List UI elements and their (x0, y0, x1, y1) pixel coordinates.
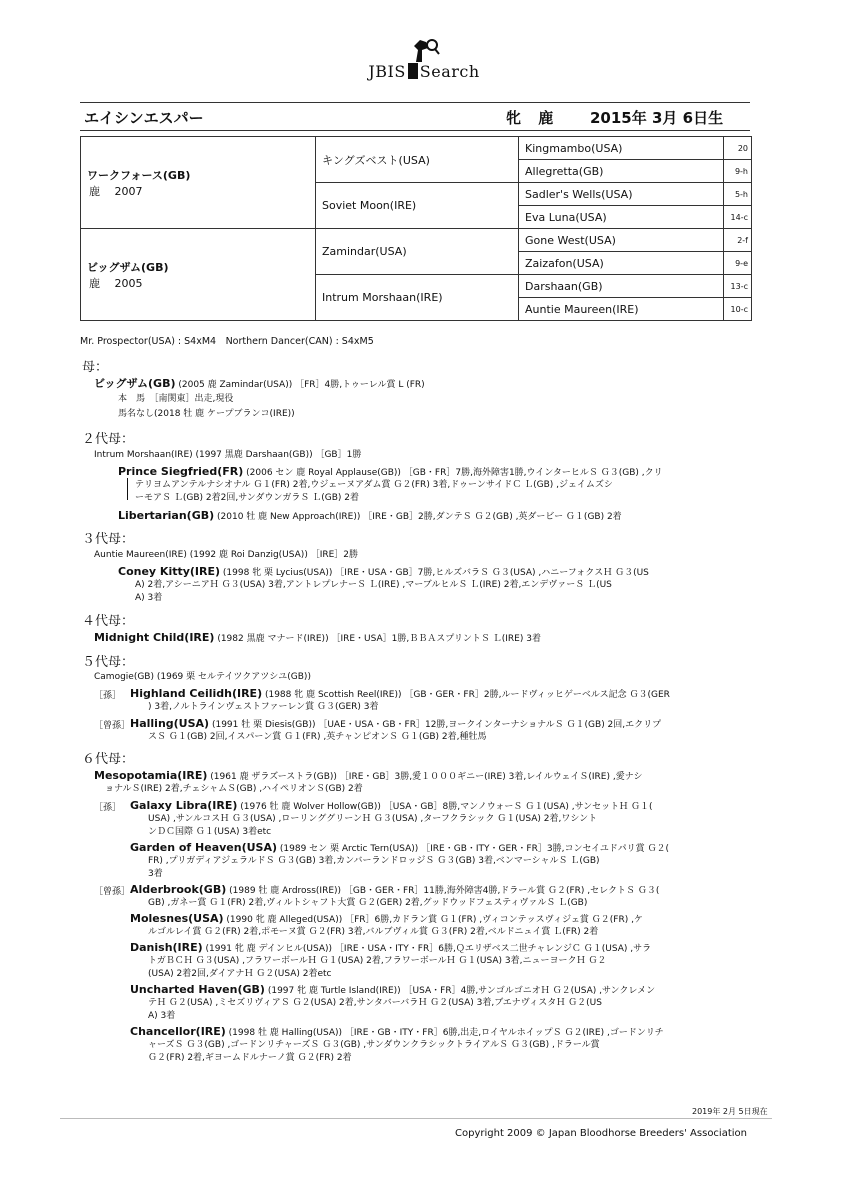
jbis-logo (0, 62, 848, 81)
line-text: (2006 セン 鹿 Royal Applause(GB)) ［GB・FR］7勝,海外障害1勝,ウインターヒルＳ Ｇ３(GB) ,クリ (246, 468, 663, 478)
footer-rule (60, 1118, 772, 1119)
pedigree-table (80, 136, 752, 321)
inbreeding-note: Mr. Prospector(USA) : S4xM4 Northern Dancer(CAN) : S4xM5 (80, 336, 374, 347)
family-line (94, 378, 425, 391)
pedigree-dam (81, 229, 316, 321)
line-text: (1961 鹿 ザラズーストラ(GB)) ［IRE・GB］3勝,愛１０００ギニー(IRE) 3着,レイルウェイＳ(IRE) ,愛ナシ (210, 772, 643, 782)
line-text: (1989 牡 鹿 Ardross(IRE)) ［GB・GER・FR］11勝,海外障害4勝,ドラール賞 Ｇ２(FR) ,セレクトＳ Ｇ３( (229, 886, 660, 896)
logo-text-right: Search (419, 62, 480, 81)
pedigree-sire-sire: キングズベスト(USA) (316, 137, 519, 183)
family-line: トガＢＣＨ Ｇ３(USA) ,フラワーボールＨ Ｇ１(USA) 2着,フラワーボールＨ Ｇ１(USA) 3着,ニューヨークＨ Ｇ２ (148, 956, 607, 966)
pedigree-g3-name: Gone West(USA) (519, 229, 724, 252)
horse-sex-color: 牝 鹿 (506, 109, 560, 127)
horse-name-bold: Coney Kitty(IRE) (118, 565, 221, 578)
pedigree-g3-code: 2-f (724, 229, 752, 252)
dam-info: 鹿 2005 (89, 276, 143, 290)
line-text: (1991 牡 栗 Diesis(GB)) ［UAE・USA・GB・FR］12勝,ヨークインターナショナルＳ Ｇ１(GB) 2回,エクリプ (211, 720, 662, 730)
sibling-bar (127, 478, 128, 500)
family-line: Camogie(GB) (1969 栗 セルテイツクアツシユ(GB)) (94, 672, 311, 682)
horse-logo-icon (410, 36, 440, 64)
pedigree-g3-code: 9-h (724, 160, 752, 183)
family-line (130, 913, 643, 926)
pedigree-g3-name: Kingmambo(USA) (519, 137, 724, 160)
family-line: ンＤＣ国際 Ｇ１(USA) 3着etc (148, 827, 272, 837)
family-line: ャーズＳ Ｇ３(GB) ,ゴードンリチャーズＳ Ｇ３(GB) ,サンダウンクラシックトライアルＳ Ｇ３(GB) ,ドラール賞 (148, 1040, 600, 1050)
family-line: Intrum Morshaan(IRE) (1997 黒鹿 Darshaan(GB)) ［GB］1勝 (94, 450, 362, 460)
dam-name: ビッグザム(GB) (87, 260, 169, 274)
horse-name-bold: Alderbrook(GB) (130, 883, 227, 896)
horse-name-bold: Libertarian(GB) (118, 509, 215, 522)
horse-name-bold: ビッグザム(GB) (94, 377, 176, 390)
horse-name-bold: Garden of Heaven(USA) (130, 841, 278, 854)
horse-birthdate: 2015年 3月 6日生 (590, 109, 724, 127)
pedigree-g3-name: Allegretta(GB) (519, 160, 724, 183)
family-line (130, 942, 651, 955)
horse-name-bold: Danish(IRE) (130, 941, 203, 954)
horse-name-bold: Uncharted Haven(GB) (130, 983, 265, 996)
family-line: スＳ Ｇ１(GB) 2回,イスパーン賞 Ｇ１(FR) ,英チャンピオンＳ Ｇ１(GB) 2着,種牡馬 (148, 732, 487, 742)
family-line: 馬名なし(2018 牡 鹿 ケープブランコ(IRE)) (118, 409, 295, 419)
family-line (130, 688, 670, 701)
family-line: 3着 (148, 869, 163, 879)
family-line: FR) ,プリガディアジェラルドＳ Ｇ３(GB) 3着,カンバーランドロッジＳ Ｇ３(GB) 3着,ベンマーシャルＳ Ｌ(GB) (148, 856, 600, 866)
section-5th-dam: ５代母： (82, 655, 135, 670)
line-text: (1998 牡 鹿 Halling(USA)) ［IRE・GB・ITY・FR］6勝,出走,ロイヤルホイップＳ Ｇ２(IRE) ,ゴードンリチ (228, 1028, 664, 1038)
family-line: ) 3着,ノルトラインヴェストファーレン賞 Ｇ３(GER) 3着 (148, 702, 379, 712)
family-line: 本 馬 ［南関東］出走,現役 (118, 394, 234, 404)
horse-name-bold: Molesnes(USA) (130, 912, 224, 925)
as-of-date: 2019年 2月 5日現在 (692, 1107, 768, 1116)
title-rule-top (80, 102, 750, 103)
line-text: (1989 セン 栗 Arctic Tern(USA)) ［IRE・GB・ITY・GER・FR］3勝,コンセイユドパリ賞 Ｇ２( (279, 844, 670, 854)
family-line (118, 466, 663, 479)
line-text: (1991 牝 鹿 デインヒル(USA)) ［IRE・USA・ITY・FR］6勝,Ｑエリザベス二世チャレンジＣ Ｇ１(USA) ,サラ (205, 944, 652, 954)
pedigree-sire (81, 137, 316, 229)
pedigree-g3-code: 20 (724, 137, 752, 160)
horse-name-bold: Midnight Child(IRE) (94, 631, 215, 644)
horse-name-bold: Highland Ceilidh(IRE) (130, 687, 263, 700)
family-line: テリヨムアンテルナシオナル Ｇ１(FR) 2着,ウジェーヌアダム賞 Ｇ２(FR) 3着,ドゥーンサイドＣ Ｌ(GB) ,ジェイムズシ (135, 480, 613, 490)
logo-mark (408, 63, 418, 79)
prefix-great-grandson: ［曾孫］ (94, 887, 131, 897)
family-line (118, 510, 622, 523)
family-line (130, 842, 669, 855)
prefix-grandson: ［孫］ (94, 803, 122, 813)
horse-name-bold: Mesopotamia(IRE) (94, 769, 208, 782)
horse-name-bold: Chancellor(IRE) (130, 1025, 226, 1038)
family-line (130, 1026, 664, 1039)
section-3rd-dam: ３代母： (82, 532, 135, 547)
horse-name: エイシンエスパー (84, 109, 204, 127)
family-line (130, 884, 659, 897)
family-line (130, 800, 653, 813)
line-text: (2005 鹿 Zamindar(USA)) ［FR］4勝,トゥーレル賞 L (FR) (178, 380, 425, 390)
family-line (130, 718, 661, 731)
pedigree-sire-dam: Soviet Moon(IRE) (316, 183, 519, 229)
section-dam: 母： (82, 360, 109, 375)
family-line: A) 3着 (148, 1011, 176, 1021)
family-line (118, 566, 649, 579)
horse-name-bold: Galaxy Libra(IRE) (130, 799, 238, 812)
pedigree-g3-name: Sadler's Wells(USA) (519, 183, 724, 206)
line-text: (1998 牝 栗 Lycius(USA)) ［IRE・USA・GB］7勝,ヒルズバラＳ Ｇ３(USA) ,ハニーフォクスＨ Ｇ３(US (222, 568, 649, 578)
section-6th-dam: ６代母： (82, 752, 135, 767)
pedigree-g3-code: 10-c (724, 298, 752, 321)
horse-name-bold: Prince Siegfried(FR) (118, 465, 244, 478)
pedigree-g3-code: 9-e (724, 252, 752, 275)
family-line: テＨ Ｇ２(USA) ,ミセズリヴィアＳ Ｇ２(USA) 2着,サンタバーバラＨ Ｇ２(USA) 3着,ブエナヴィスタＨ Ｇ２(US (148, 998, 602, 1008)
line-text: (1982 黒鹿 マナード(IRE)) ［IRE・USA］1勝,ＢＢＡスプリントＳ Ｌ(IRE) 3着 (217, 634, 541, 644)
line-text: (1997 牝 鹿 Turtle Island(IRE)) ［USA・FR］4勝,サンゴルゴニオＨ Ｇ２(USA) ,サンクレメン (267, 986, 656, 996)
line-text: (1976 牡 鹿 Wolver Hollow(GB)) ［USA・GB］8勝,マンノウォーＳ Ｇ１(USA) ,サンセットＨ Ｇ１( (240, 802, 653, 812)
pedigree-g3-name: Auntie Maureen(IRE) (519, 298, 724, 321)
line-text: (1990 牝 鹿 Alleged(USA)) ［FR］6勝,カドラン賞 Ｇ１(FR) ,ヴィコンテッスヴィジェ賞 Ｇ２(FR) ,ケ (226, 915, 643, 925)
family-line (94, 770, 643, 783)
family-line: USA) ,サンルコスＨ Ｇ３(USA) ,ローリンググリーンＨ Ｇ３(USA) ,ターフクラシック Ｇ１(USA) 2着,ワシント (148, 814, 598, 824)
logo-text-left: JBIS (368, 62, 406, 81)
pedigree-dam-dam: Intrum Morshaan(IRE) (316, 275, 519, 321)
pedigree-g3-name: Eva Luna(USA) (519, 206, 724, 229)
family-line: A) 2着,アシーニアＨ Ｇ３(USA) 3着,アントレプレナーＳ Ｌ(IRE) ,マーブルヒルＳ Ｌ(IRE) 2着,エンデヴァーＳ Ｌ(US (135, 580, 612, 590)
pedigree-g3-name: Zaizafon(USA) (519, 252, 724, 275)
family-line: ルゴルレイ賞 Ｇ２(FR) 2着,ポモーヌ賞 Ｇ２(FR) 3着,バルブヴィル賞 Ｇ３(FR) 2着,ベルドニュイ賞 Ｌ(FR) 2着 (148, 927, 599, 937)
pedigree-g3-code: 13-c (724, 275, 752, 298)
family-line: (USA) 2着2回,ダイアナＨ Ｇ２(USA) 2着etc (148, 969, 332, 979)
pedigree-dam-sire: Zamindar(USA) (316, 229, 519, 275)
family-line: ョナルＳ(IRE) 2着,チェシャムＳ(GB) ,ハイペリオンＳ(GB) 2着 (105, 784, 363, 794)
line-text: (1988 牝 鹿 Scottish Reel(IRE)) ［GB・GER・FR］2勝,ルードヴィッヒゲーベルス記念 Ｇ３(GER (264, 690, 670, 700)
family-line: ーモアＳ Ｌ(GB) 2着2回,サンダウンガラＳ Ｌ(GB) 2着 (135, 493, 360, 503)
prefix-grandson: ［孫］ (94, 691, 122, 701)
family-line: A) 3着 (135, 593, 163, 603)
pedigree-g3-code: 5-h (724, 183, 752, 206)
prefix-great-grandson: ［曾孫］ (94, 721, 131, 731)
family-line (130, 984, 655, 997)
sire-info: 鹿 2007 (89, 184, 143, 198)
pedigree-g3-code: 14-c (724, 206, 752, 229)
title-rule-bottom (80, 130, 750, 131)
family-line: Auntie Maureen(IRE) (1992 鹿 Roi Danzig(USA)) ［IRE］2勝 (94, 550, 359, 560)
copyright: Copyright 2009 © Japan Bloodhorse Breeders' Association (455, 1128, 747, 1139)
section-4th-dam: ４代母： (82, 614, 135, 629)
section-2nd-dam: ２代母： (82, 432, 135, 447)
pedigree-g3-name: Darshaan(GB) (519, 275, 724, 298)
horse-name-bold: Halling(USA) (130, 717, 210, 730)
family-line: Ｇ２(FR) 2着,ギヨームドルナーノ賞 Ｇ２(FR) 2着 (148, 1053, 352, 1063)
family-line: GB) ,ガネー賞 Ｇ１(FR) 2着,ヴィルトシャフト大賞 Ｇ２(GER) 2着,グッドウッドフェスティヴァルＳ Ｌ(GB) (148, 898, 588, 908)
line-text: (2010 牡 鹿 New Approach(IRE)) ［IRE・GB］2勝,ダンテＳ Ｇ２(GB) ,英ダービー Ｇ１(GB) 2着 (217, 512, 622, 522)
family-line (94, 632, 541, 645)
sire-name: ワークフォース(GB) (87, 168, 191, 182)
